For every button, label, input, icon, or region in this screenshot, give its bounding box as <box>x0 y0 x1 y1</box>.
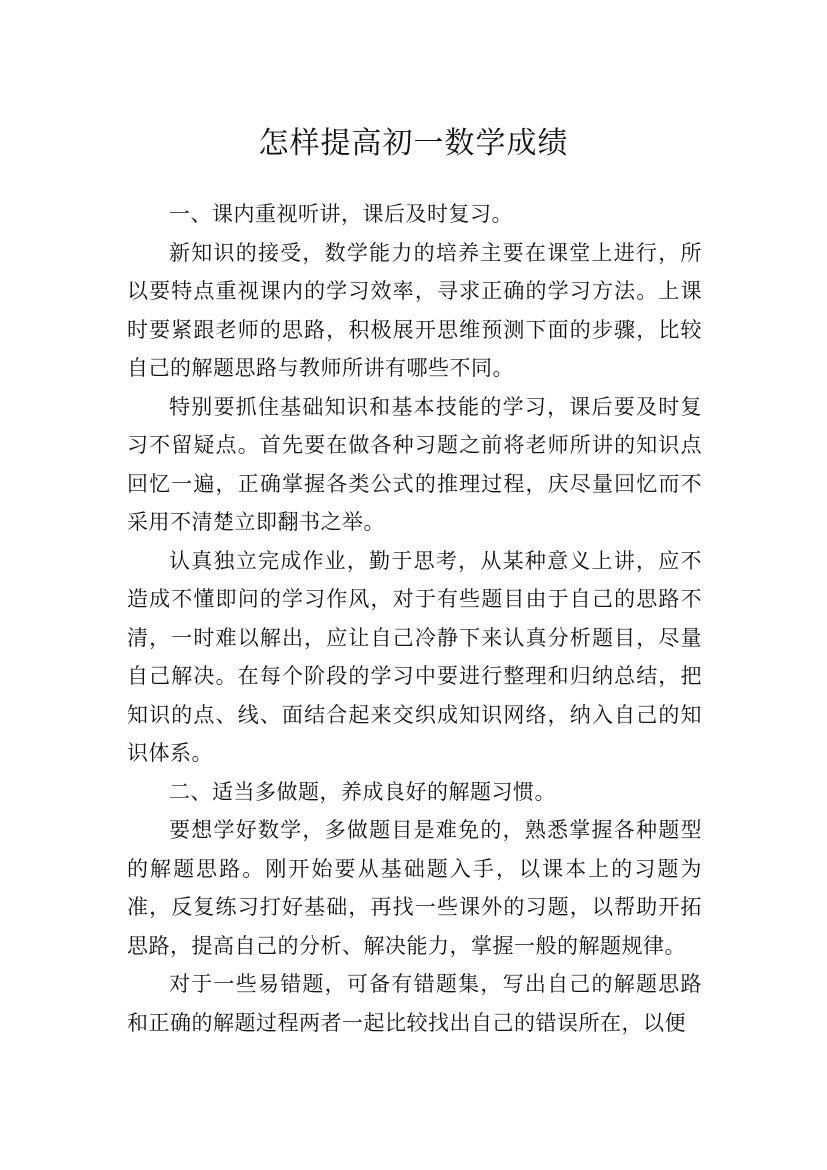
paragraph-5: 对于一些易错题，可备有错题集，写出自己的解题思路和正确的解题过程两者一起比较找出自己的错误所在，以便 <box>127 972 702 1035</box>
paragraph-1: 新知识的接受，数学能力的培养主要在课堂上进行，所以要特点重视课内的学习效率，寻求正确的学习方法。上课时要紧跟老师的思路，积极展开思维预测下面的步骤，比较自己的解题思路与教师所讲有哪些不同。 <box>127 240 702 380</box>
document-body <box>127 195 702 1042</box>
section-heading-2: 二、适当多做题，养成良好的解题习惯。 <box>169 779 556 804</box>
section-heading-1: 一、课内重视听讲，课后及时复习。 <box>169 202 513 226</box>
paragraph-4: 要想学好数学，多做题目是难免的，熟悉掌握各种题型的解题思路。刚开始要从基础题入手，以课本上的习题为准，反复练习打好基础，再找一些课外的习题，以帮助开拓思路，提高自己的分析、解决能力，掌握一般的解题规律。 <box>127 818 702 958</box>
document-title: 怎样提高初一数学成绩 <box>258 126 569 162</box>
paragraph-2: 特别要抓住基础知识和基本技能的学习，课后要及时复习不留疑点。首先要在做各种习题之前将老师所讲的知识点回忆一遍，正确掌握各类公式的推理过程，庆尽量回忆而不采用不清楚立即翻书之举。 <box>127 394 702 534</box>
paragraph-3: 认真独立完成作业，勤于思考，从某种意义上讲，应不造成不懂即问的学习作风，对于有些题目由于自己的思路不清，一时难以解出，应让自己冷静下来认真分析题目，尽量自己解决。在每个阶段的学习中要进行整理和归纳总结，把知识的点、线、面结合起来交织成知识网络，纳入自己的知识体系。 <box>127 548 702 765</box>
